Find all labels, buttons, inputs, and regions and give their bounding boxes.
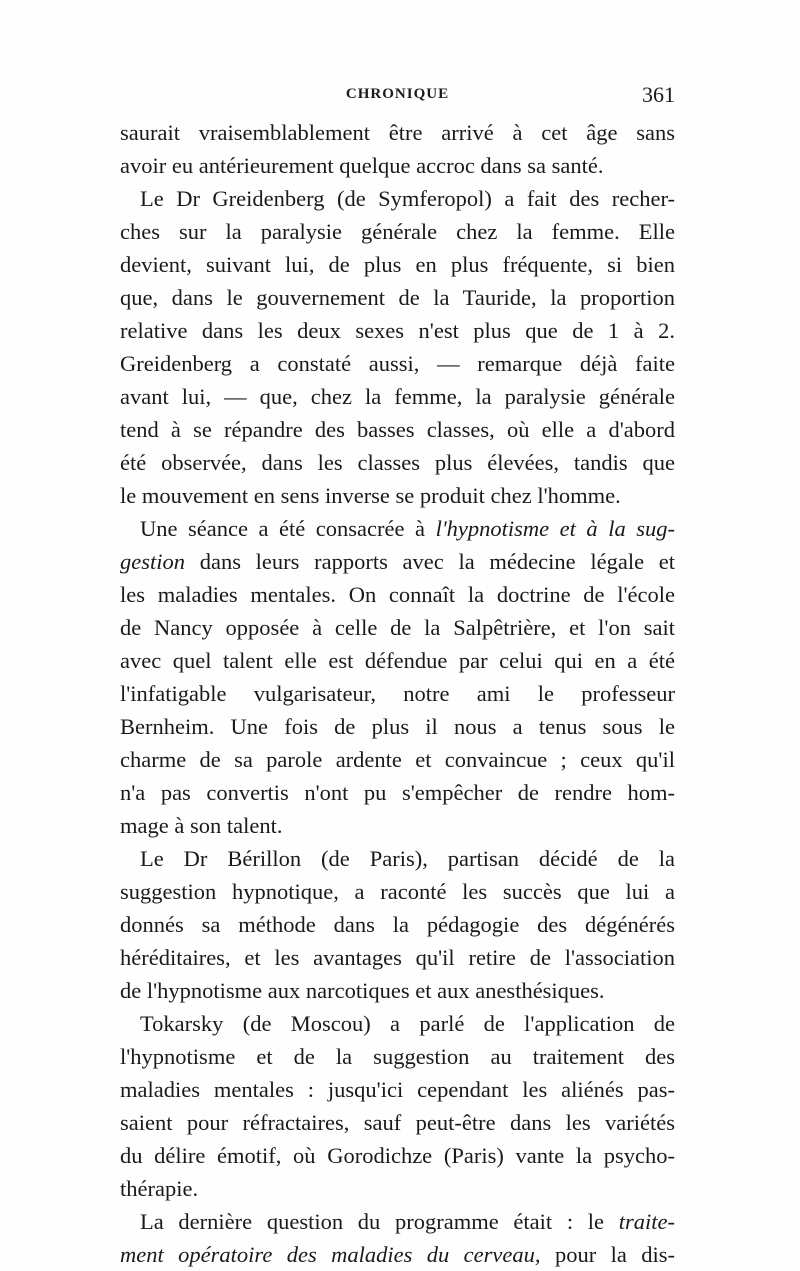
text-line: charme de sa parole ardente et convaincue ; ceux qu'il (120, 747, 675, 772)
text-line (120, 545, 675, 578)
text-line: mage à son talent. (120, 813, 283, 838)
text-line: devient, suivant lui, de plus en plus fréquente, si bien (120, 252, 675, 277)
text-line (120, 1205, 675, 1238)
italic-phrase: traite- (618, 1209, 676, 1234)
text-line: avoir eu antérieurement quelque accroc dans sa santé. (120, 153, 604, 178)
text-line: Bernheim. Une fois de plus il nous a tenus sous le (120, 714, 675, 739)
text-segment: La dernière question du programme était : le (140, 1209, 605, 1234)
running-title: CHRONIQUE (345, 86, 450, 102)
text-line: suggestion hypnotique, a raconté les succès que lui a (120, 879, 675, 904)
text-line: thérapie. (120, 1176, 199, 1201)
text-line: de Nancy opposée à celle de la Salpêtrière, et l'on sait (120, 615, 675, 640)
italic-phrase: ment opératoire des maladies du cerveau, (120, 1242, 541, 1267)
text-segment: pour la dis- (554, 1242, 675, 1267)
italic-phrase: gestion (120, 549, 185, 574)
text-line: les maladies mentales. On connaît la doctrine de l'école (120, 582, 675, 607)
text-line: avant lui, — que, chez la femme, la paralysie générale (120, 384, 675, 409)
text-line: l'hypnotisme et de la suggestion au traitement des (120, 1044, 675, 1069)
text-line: héréditaires, et les avantages qu'il retire de l'association (120, 945, 675, 970)
text-line: n'a pas convertis n'ont pu s'empêcher de rendre hom- (120, 780, 675, 805)
text-line: Le Dr Greidenberg (de Symferopol) a fait des recher- (140, 186, 675, 211)
text-line: ches sur la paralysie générale chez la femme. Elle (120, 219, 675, 244)
text-line: Tokarsky (de Moscou) a parlé de l'application de (140, 1011, 675, 1036)
text-line: le mouvement en sens inverse se produit chez l'homme. (120, 483, 621, 508)
text-line: de l'hypnotisme aux narcotiques et aux anesthésiques. (120, 978, 605, 1003)
page-header (120, 82, 675, 116)
text-line (120, 512, 675, 545)
text-segment: Une séance a été consacrée à (140, 516, 426, 541)
text-line: relative dans les deux sexes n'est plus que de 1 à 2. (120, 318, 675, 343)
text-line (120, 1238, 675, 1271)
text-line: été observée, dans les classes plus élevées, tandis que (120, 450, 675, 475)
text-line: saurait vraisemblablement être arrivé à cet âge sans (120, 120, 675, 145)
text-line: tend à se répandre des basses classes, où elle a d'abord (120, 417, 675, 442)
body-text (120, 116, 675, 1271)
text-line: l'infatigable vulgarisateur, notre ami le professeur (120, 681, 675, 706)
text-line: Greidenberg a constaté aussi, — remarque déjà faite (120, 351, 675, 376)
text-line: maladies mentales : jusqu'ici cependant les aliénés pas- (120, 1077, 675, 1102)
text-line: du délire émotif, où Gorodichze (Paris) vante la psycho- (120, 1143, 675, 1168)
text-line: donnés sa méthode dans la pédagogie des dégénérés (120, 912, 675, 937)
text-line: Le Dr Bérillon (de Paris), partisan décidé de la (140, 846, 675, 871)
text-line: que, dans le gouvernement de la Tauride, la proportion (120, 285, 675, 310)
italic-phrase: l'hypnotisme et à la sug- (435, 516, 675, 541)
text-line: avec quel talent elle est défendue par celui qui en a été (120, 648, 675, 673)
text-line: saient pour réfractaires, sauf peut-être dans les variétés (120, 1110, 675, 1135)
page-number: 361 (642, 82, 675, 107)
text-segment: dans leurs rapports avec la médecine légale et (199, 549, 675, 574)
